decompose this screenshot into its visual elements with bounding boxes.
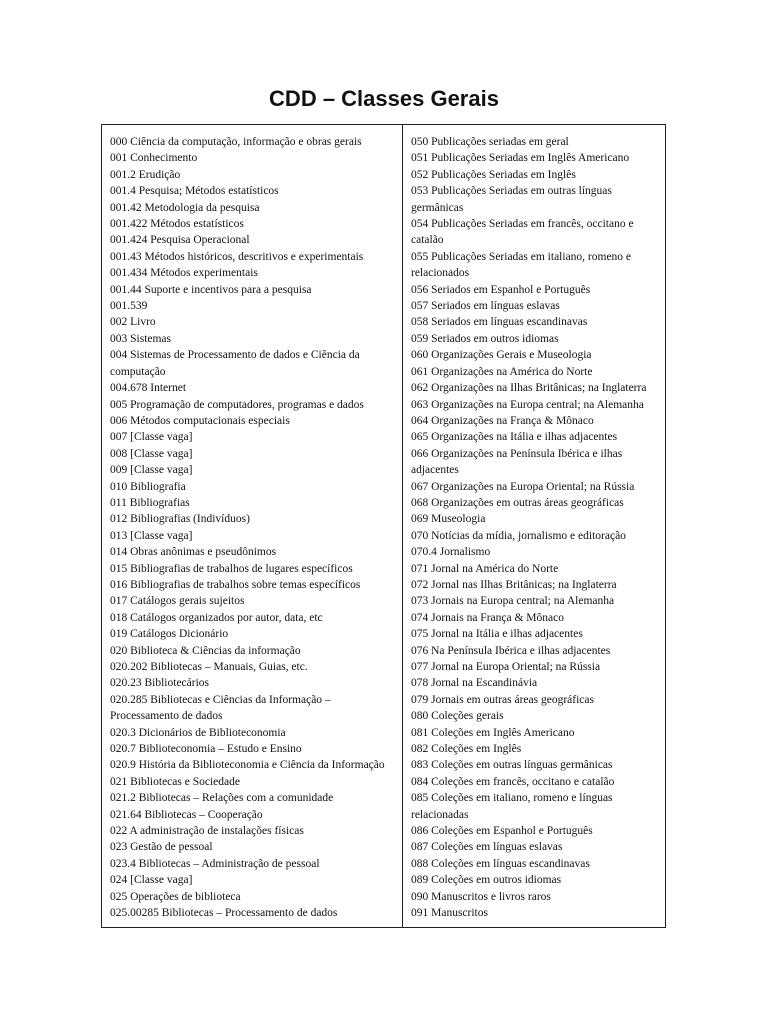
class-entry: 067 Organizações na Europa Oriental; na Rússia — [411, 480, 635, 493]
class-entry: 065 Organizações na Itália e ilhas adjacentes — [411, 431, 618, 444]
class-entry: 020.7 Biblioteconomia – Estudo e Ensino — [110, 743, 302, 756]
class-entry: 001.2 Erudição — [110, 168, 181, 181]
class-entry: 066 Organizações na Península Ibérica e ilhas adjacentes — [411, 447, 623, 477]
class-entry: 024 [Classe vaga] — [110, 874, 193, 887]
class-entry: 062 Organizações na Ilhas Britânicas; na Inglaterra — [411, 382, 647, 395]
class-entry: 014 Obras anônimas e pseudônimos — [110, 546, 277, 559]
class-entry: 006 Métodos computacionais especiais — [110, 414, 290, 427]
class-entry: 001.42 Metodologia da pesquisa — [110, 201, 260, 214]
class-entry: 057 Seriados em línguas eslavas — [411, 300, 560, 313]
class-entry: 010 Bibliografia — [110, 480, 186, 493]
class-entry: 001 Conhecimento — [110, 152, 198, 165]
class-entry: 051 Publicações Seriadas em Inglês Americano — [411, 152, 630, 165]
class-entry: 016 Bibliografias de trabalhos sobre temas específicos — [110, 578, 361, 591]
class-entry: 005 Programação de computadores, programas e dados — [110, 398, 364, 411]
class-entry: 021 Bibliotecas e Sociedade — [110, 775, 240, 788]
class-entry: 001.422 Métodos estatísticos — [110, 218, 244, 231]
class-entry: 013 [Classe vaga] — [110, 529, 193, 542]
class-entry: 017 Catálogos gerais sujeitos — [110, 595, 245, 608]
class-entry: 081 Coleções em Inglês Americano — [411, 726, 575, 739]
class-entry: 001.4 Pesquisa; Métodos estatísticos — [110, 185, 279, 198]
class-entry: 004 Sistemas de Processamento de dados e Ciência da computação — [110, 349, 360, 378]
class-entry: 053 Publicações Seriadas em outras línguas germânicas — [411, 185, 612, 214]
class-entry: 091 Manuscritos — [411, 907, 488, 920]
class-entry: 070.4 Jornalismo — [411, 546, 491, 559]
class-entry: 089 Coleções em outros idiomas — [411, 874, 562, 887]
class-entry: 080 Coleções gerais — [411, 710, 504, 723]
class-entry: 004.678 Internet — [110, 382, 187, 395]
class-entry: 070 Notícias da mídia, jornalismo e editoração — [411, 529, 626, 542]
class-entry: 020.202 Bibliotecas – Manuais, Guias, etc. — [110, 661, 308, 673]
class-entry: 074 Jornais na França & Mônaco — [411, 611, 564, 624]
class-entry: 059 Seriados em outros idiomas — [411, 332, 559, 345]
class-entry: 001.434 Métodos experimentais — [110, 267, 258, 280]
class-entry: 055 Publicações Seriadas em italiano, romeno e relacionados — [411, 250, 632, 280]
class-entry: 022 A administração de instalações físicas — [110, 825, 304, 838]
class-entry: 082 Coleções em Inglês — [411, 743, 522, 756]
class-entry: 020.9 História da Biblioteconomia e Ciência da Informação — [110, 759, 385, 772]
class-entry: 061 Organizações na América do Norte — [411, 365, 593, 378]
class-entry: 056 Seriados em Espanhol e Português — [411, 283, 591, 296]
class-entry: 076 Na Península Ibérica e ilhas adjacentes — [411, 644, 611, 657]
classification-table — [101, 124, 666, 928]
class-entry: 087 Coleções em línguas eslavas — [411, 841, 563, 854]
class-entry: 088 Coleções em línguas escandinavas — [411, 857, 590, 870]
class-entry: 064 Organizações na França & Mônaco — [411, 414, 594, 427]
class-entry: 077 Jornal na Europa Oriental; na Rússia — [411, 661, 601, 673]
class-entry: 020.3 Dicionários de Biblioteconomia — [110, 726, 286, 739]
class-entry: 071 Jornal na América do Norte — [411, 562, 559, 575]
class-entry: 060 Organizações Gerais e Museologia — [411, 349, 592, 362]
class-entry: 083 Coleções em outras línguas germânicas — [411, 759, 613, 772]
class-entry: 018 Catálogos organizados por autor, data, etc — [110, 611, 323, 624]
class-entry: 001.44 Suporte e incentivos para a pesquisa — [110, 283, 312, 296]
class-entry: 009 [Classe vaga] — [110, 464, 193, 477]
class-entry: 020.285 Bibliotecas e Ciências da Informação – Processamento de dados — [110, 693, 331, 723]
class-entry: 025 Operações de biblioteca — [110, 890, 241, 903]
class-entry: 012 Bibliografias (Indivíduos) — [110, 513, 250, 526]
class-entry: 001.424 Pesquisa Operacional — [110, 234, 250, 247]
class-entry: 025.00285 Bibliotecas – Processamento de dados — [110, 907, 338, 920]
class-entry: 007 [Classe vaga] — [110, 431, 193, 444]
class-entry: 073 Jornais na Europa central; na Alemanha — [411, 595, 615, 608]
class-entry: 075 Jornal na Itália e ilhas adjacentes — [411, 628, 583, 641]
right-column — [403, 125, 665, 927]
left-column — [102, 125, 403, 927]
class-entry: 008 [Classe vaga] — [110, 447, 193, 460]
class-entry: 050 Publicações seriadas em geral — [411, 136, 569, 148]
class-entry: 023.4 Bibliotecas – Administração de pessoal — [110, 857, 320, 870]
class-entry: 020.23 Bibliotecários — [110, 677, 210, 690]
class-entry: 090 Manuscritos e livros raros — [411, 890, 551, 903]
class-entry: 086 Coleções em Espanhol e Português — [411, 825, 593, 838]
class-entry: 072 Jornal nas Ilhas Britânicas; na Inglaterra — [411, 578, 617, 591]
class-entry: 054 Publicações Seriadas em francês, occitano e catalão — [411, 218, 634, 247]
class-entry: 058 Seriados em línguas escandinavas — [411, 316, 588, 329]
class-entry: 019 Catálogos Dicionário — [110, 628, 229, 641]
class-entry: 023 Gestão de pessoal — [110, 841, 213, 854]
class-entry: 052 Publicações Seriadas em Inglês — [411, 168, 576, 181]
class-entry: 079 Jornais em outras áreas geográficas — [411, 693, 594, 706]
class-entry: 021.64 Bibliotecas – Cooperação — [110, 808, 263, 821]
class-entry: 015 Bibliografias de trabalhos de lugares específicos — [110, 562, 353, 575]
class-entry: 001.539 — [110, 300, 148, 313]
class-entry: 003 Sistemas — [110, 332, 172, 345]
class-entry: 063 Organizações na Europa central; na Alemanha — [411, 398, 644, 411]
class-entry: 000 Ciência da computação, informação e obras gerais — [110, 136, 362, 148]
class-entry: 068 Organizações em outras áreas geográficas — [411, 496, 624, 509]
class-entry: 084 Coleções em francês, occitano e catalão — [411, 775, 615, 788]
class-entry: 078 Jornal na Escandinávia — [411, 677, 538, 690]
class-entry: 001.43 Métodos históricos, descritivos e experimentais — [110, 250, 364, 263]
class-entry: 011 Bibliografias — [110, 496, 190, 509]
page-title: CDD – Classes Gerais — [269, 86, 499, 111]
class-entry: 020 Biblioteca & Ciências da informação — [110, 644, 301, 657]
class-entry: 085 Coleções em italiano, romeno e línguas relacionadas — [411, 792, 613, 821]
class-entry: 021.2 Bibliotecas – Relações com a comunidade — [110, 792, 334, 805]
class-entry: 069 Museologia — [411, 513, 486, 526]
class-entry: 002 Livro — [110, 316, 156, 329]
